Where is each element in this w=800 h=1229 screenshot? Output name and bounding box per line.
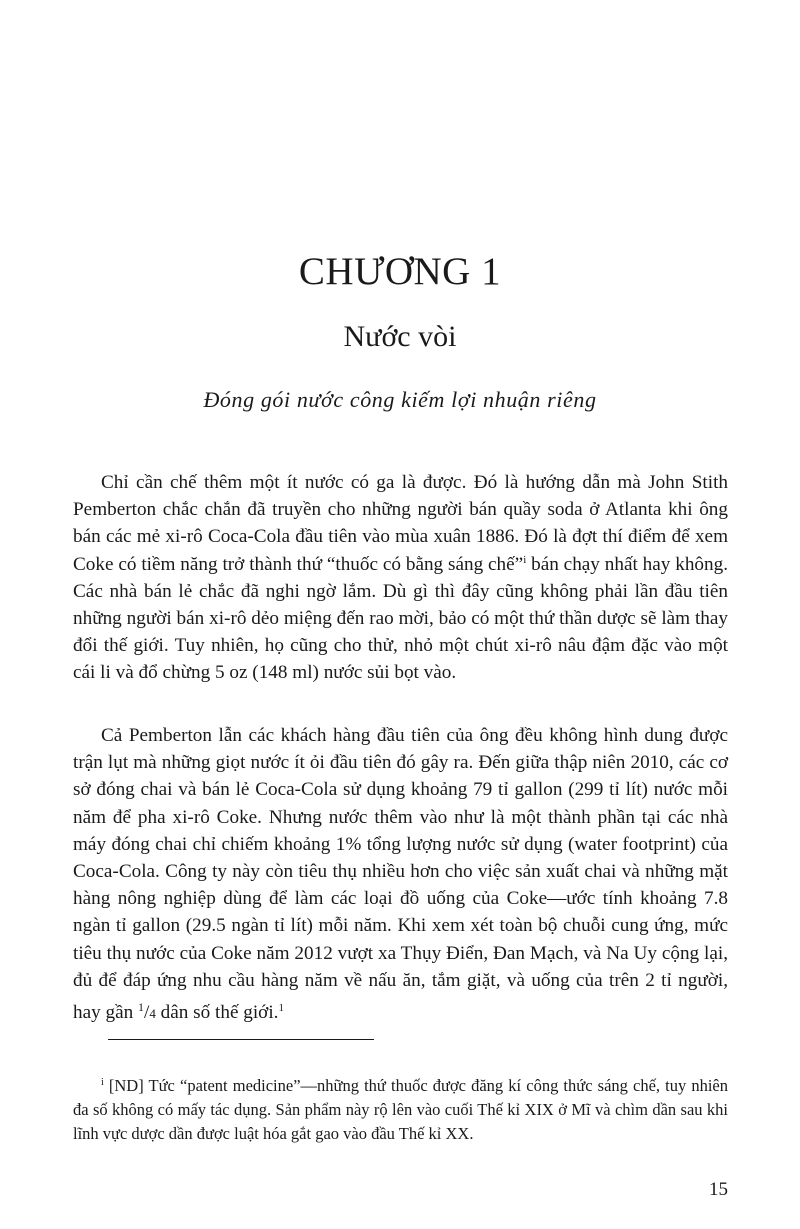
footnote-marker: i xyxy=(101,1077,104,1088)
footnote-text: [ND] Tức “patent medicine”—những thứ thuốc được đăng kí công thức sáng chế, tuy nhiên đa số không có mấy tác dụng. Sản phẩm này rộ lên vào cuối Thế kỉ XIX ở Mĩ và chìm dần sau khi lĩnh vực dược dần được luật hóa gắt gao vào đầu Thế kỉ XX. xyxy=(73,1076,728,1143)
chapter-title: Nước vòi xyxy=(343,320,457,353)
fraction xyxy=(138,1002,156,1023)
footnote-reference: i xyxy=(523,553,527,566)
body-paragraph xyxy=(73,469,728,687)
paragraph-text: dân số thế giới. xyxy=(155,1002,279,1024)
body-paragraph xyxy=(73,722,728,1027)
chapter-subtitle: Đóng gói nước công kiếm lợi nhuận riêng xyxy=(203,387,597,412)
paragraph-text: bán chạy nhất hay không. Các nhà bán lẻ chắc đã nghi ngờ lắm. Dù gì thì đây cũng không phải lần đầu tiên những người bán xi-rô dẻo miệng đến rao mời, bảo có một thứ thần dược sẽ làm thay đổi thế giới. Tuy nhiên, họ cũng cho thử, nhỏ một chút xi-rô nâu đậm đặc vào một cái li và đổ chừng 5 oz (148 ml) nước sủi bọt vào. xyxy=(73,553,728,684)
endnote-reference: 1 xyxy=(278,1002,284,1015)
fraction-slash: / xyxy=(144,1002,150,1024)
paragraph-text: Cả Pemberton lẫn các khách hàng đầu tiên của ông đều không hình dung được trận lụt mà những giọt nước ít ỏi đầu tiên đó gây ra. Đến giữa thập niên 2010, các cơ sở đóng chai và bán lẻ Coca-Cola sử dụng khoảng 79 tỉ gallon (299 tỉ lít) nước mỗi năm để pha xi-rô Coke. Nhưng nước thêm vào như là một thành phần tại các nhà máy đóng chai chỉ chiếm khoảng 1% tổng lượng nước sử dụng (water footprint) của Coca-Cola. Công ty này còn tiêu thụ nhiều hơn cho việc sản xuất chai và những mặt hàng nông nghiệp dùng để làm các loại đồ uống của Coke—ước tính khoảng 7.8 ngàn tỉ gallon (29.5 ngàn tỉ lít) mỗi năm. Khi xem xét toàn bộ chuỗi cung ứng, mức tiêu thụ nước của Coke năm 2012 vượt xa Thụy Điển, Đan Mạch, và Na Uy cộng lại, đủ để đáp ứng nhu cầu hàng năm về nấu ăn, tắm giặt, và uống của trên 2 tỉ người, hay gần xyxy=(73,725,728,1024)
fraction-denominator: 4 xyxy=(149,1006,156,1022)
fraction-numerator: 1 xyxy=(138,1000,145,1015)
footnote xyxy=(73,1074,728,1146)
page-number: 15 xyxy=(709,1179,728,1200)
footnote-divider xyxy=(108,1039,374,1040)
paragraph-text: Chỉ cần chế thêm một ít nước có ga là được. Đó là hướng dẫn mà John Stith Pemberton chắc chắn đã truyền cho những người bán quầy soda ở Atlanta khi ông bán các mẻ xi-rô Coca-Cola đầu tiên vào mùa xuân 1886. Đó là đợt thí điểm để xem Coke có tiềm năng trở thành thứ “thuốc có bằng sáng chế” xyxy=(73,472,728,575)
chapter-label: CHƯƠNG 1 xyxy=(298,250,502,293)
